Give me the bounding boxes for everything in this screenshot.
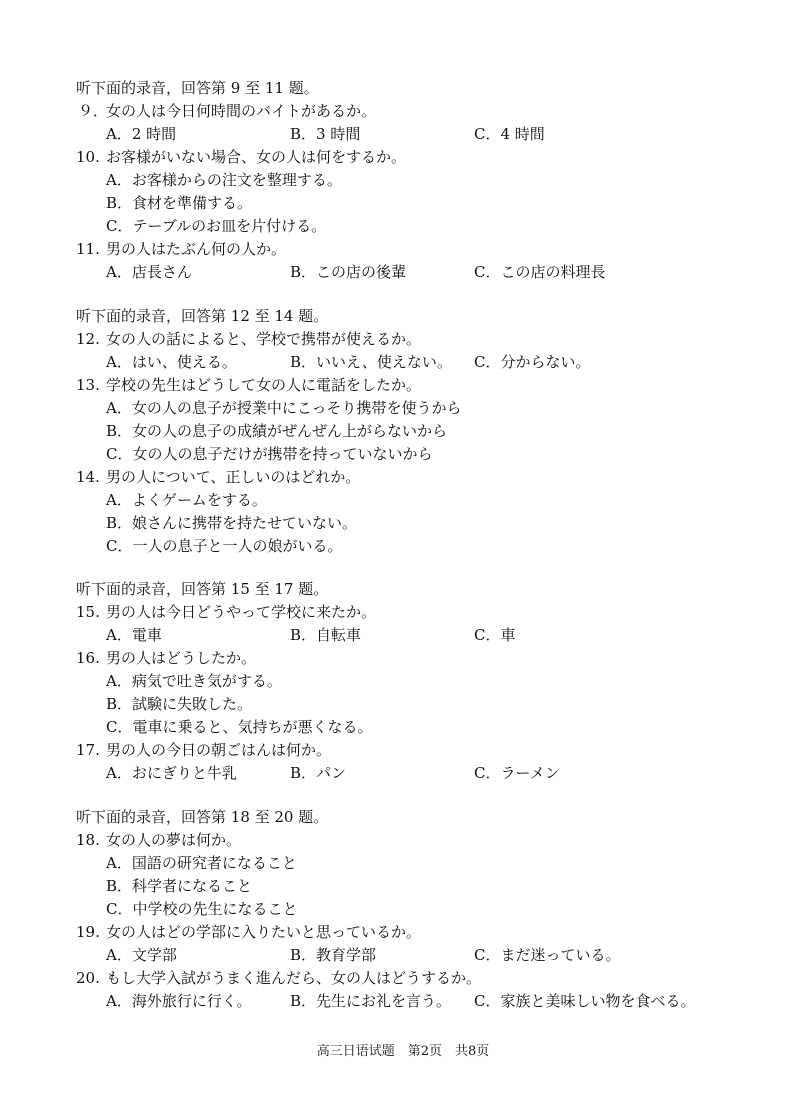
question-text: 男の人はたぶん何の人か。: [106, 240, 287, 258]
question-19: [76, 922, 421, 942]
option-c: C．車: [474, 626, 516, 644]
option-c: C．まだ迷っている。: [474, 946, 621, 964]
option-c: C．テーブルのお皿を片付ける。: [106, 217, 327, 235]
question-text: もし大学入試がうまく進んだら、女の人はどうするか。: [106, 969, 482, 987]
option-b: B．科学者になること: [106, 877, 253, 895]
question-number: 20.: [76, 969, 100, 987]
option-a: A．病気で吐き気がする。: [106, 672, 282, 690]
option-b: B．いいえ、使えない。: [290, 353, 452, 371]
question-18: [76, 830, 241, 850]
option-b: B．先生にお礼を言う。: [290, 992, 452, 1010]
section-instruction: 听下面的录音，回答第 12 至 14 题。: [76, 307, 329, 325]
option-c: C．女の人の息子だけが携帯を持っていないから: [106, 445, 433, 463]
option-b: B．3 時間: [290, 125, 361, 143]
option-a: A．国語の研究者になること: [106, 854, 297, 872]
page-footer: 高三日语试题 第2页 共8页: [316, 1044, 490, 1059]
question-number: 15.: [76, 603, 100, 621]
section-instruction: 听下面的录音，回答第 18 至 20 题。: [76, 808, 329, 826]
option-c: C．4 時間: [474, 125, 545, 143]
option-a: A．文学部: [106, 946, 177, 964]
question-text: お客様がいない場合、女の人は何をするか。: [106, 148, 407, 166]
option-c: C．電車に乗ると、気持ちが悪くなる。: [106, 718, 373, 736]
option-c: C．分からない。: [474, 353, 591, 371]
question-9: [76, 101, 376, 121]
option-c: C．この店の料理長: [474, 263, 606, 281]
question-text: 男の人の今日の朝ごはんは何か。: [106, 741, 332, 759]
question-16: [76, 648, 256, 668]
question-number: 11.: [76, 240, 100, 258]
option-b: B．食材を準備する。: [106, 194, 253, 212]
question-14: [76, 467, 360, 487]
option-a: A．女の人の息子が授業中にこっそり携帯を使うから: [106, 399, 462, 417]
question-text: 男の人について、正しいのはどれか。: [106, 468, 361, 486]
option-c: C．中学校の先生になること: [106, 900, 298, 918]
question-17: [76, 740, 331, 760]
question-text: 学校の先生はどうして女の人に電話をしたか。: [106, 376, 422, 394]
question-number: 16.: [76, 649, 100, 667]
question-text: 女の人の話によると、学校で携帯が使えるか。: [106, 330, 422, 348]
option-a: A．はい、使える。: [106, 353, 237, 371]
option-b: B．試験に失敗した。: [106, 695, 253, 713]
question-10: [76, 147, 406, 167]
option-a: A．2 時間: [106, 125, 177, 143]
question-number: 18.: [76, 831, 100, 849]
question-text: 男の人は今日どうやって学校に来たか。: [106, 603, 377, 621]
option-b: B．女の人の息子の成績がぜんぜん上がらないから: [106, 422, 448, 440]
question-number: 12.: [76, 330, 100, 348]
question-number: 19.: [76, 923, 100, 941]
option-c: C．ラーメン: [474, 764, 560, 782]
option-b: B．娘さんに携帯を持たせていない。: [106, 514, 358, 532]
option-c: C．家族と美味しい物を食べる。: [474, 992, 696, 1010]
question-number: 10.: [76, 148, 100, 166]
option-b: B．パン: [290, 764, 347, 782]
option-a: A．おにぎりと牛乳: [106, 764, 237, 782]
option-b: B．教育学部: [290, 946, 377, 964]
option-b: B．この店の後輩: [290, 263, 407, 281]
option-c: C．一人の息子と一人の娘がいる。: [106, 537, 343, 555]
question-number: ９．: [78, 102, 109, 120]
question-number: 17.: [76, 741, 100, 759]
question-number: 13.: [76, 376, 100, 394]
option-b: B．自転車: [290, 626, 362, 644]
question-number: 14.: [76, 468, 100, 486]
option-a: A．電車: [106, 626, 162, 644]
question-12: [76, 329, 421, 349]
question-13: [76, 375, 421, 395]
section-instruction: 听下面的录音，回答第 9 至 11 题。: [76, 79, 319, 97]
option-a: A．海外旅行に行く。: [106, 992, 252, 1010]
option-a: A．よくゲームをする。: [106, 491, 267, 509]
option-a: A．店長さん: [106, 263, 192, 281]
question-text: 女の人の夢は何か。: [106, 831, 242, 849]
option-a: A．お客様からの注文を整理する。: [106, 171, 342, 189]
question-text: 女の人はどの学部に入りたいと思っているか。: [106, 923, 422, 941]
question-20: [76, 968, 481, 988]
question-15: [76, 602, 376, 622]
question-text: 女の人は今日何時間のバイトがあるか。: [106, 102, 377, 120]
question-11: [76, 239, 286, 259]
question-text: 男の人はどうしたか。: [106, 649, 257, 667]
section-instruction: 听下面的录音，回答第 15 至 17 题。: [76, 580, 329, 598]
